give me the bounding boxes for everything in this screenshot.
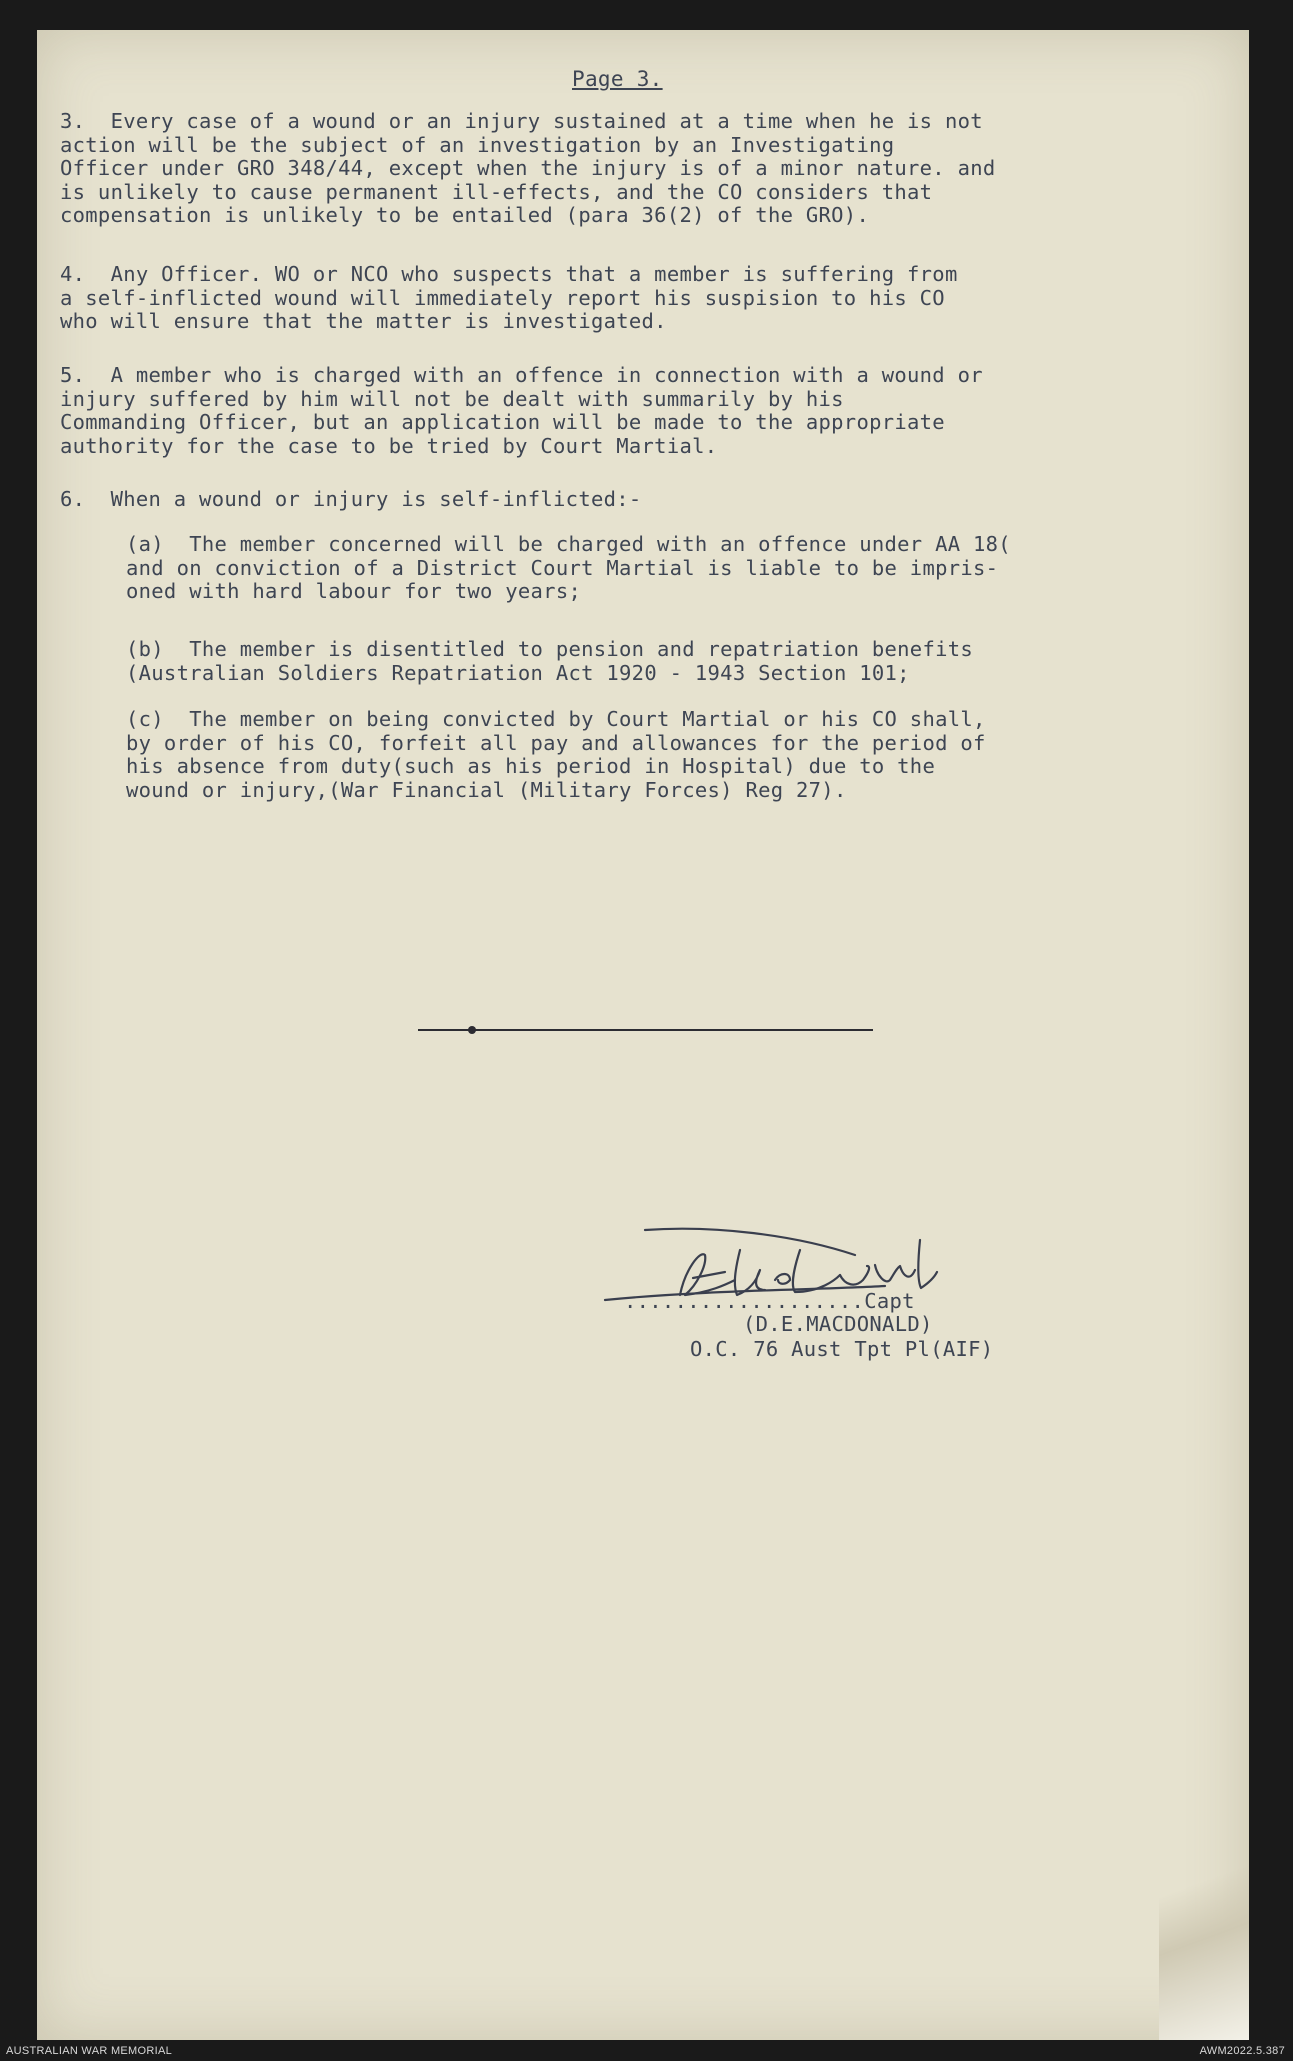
- separator-rule: [418, 1029, 873, 1031]
- paragraph-3: 3. Every case of a wound or an injury sustained at a time when he is not action will be the subject of an investigation by an Investigating Officer under GRO 348/44, except when the injury is of a minor nature. and is unlikely to cause permanent ill-effects, and the CO considers that compensation is unlikely to be entailed (para 36(2) of the GRO).: [60, 109, 996, 227]
- folded-corner: [1159, 1780, 1249, 2040]
- subparagraph-b: (b) The member is disentitled to pension and repatriation benefits (Australian Soldiers Repatriation Act 1920 - 1943 Section 101;: [126, 637, 974, 685]
- paragraph-5: 5. A member who is charged with an offence in connection with a wound or injury suffered by him will not be dealt with summarily by his Commanding Officer, but an application will be made to the appropriate authority for the case to be tried by Court Martial.: [60, 363, 983, 458]
- archive-credit: AUSTRALIAN WAR MEMORIAL: [6, 2045, 173, 2057]
- page-title: Page 3.: [572, 67, 663, 91]
- signature-line: ...................Capt: [624, 1289, 915, 1313]
- subparagraph-a: (a) The member concerned will be charged with an offence under AA 18( and on conviction of a District Court Martial is liable to be impris- oned with hard labour for two years;: [126, 532, 1011, 603]
- signatory-unit: O.C. 76 Aust Tpt Pl(AIF): [690, 1337, 994, 1361]
- paragraph-6: 6. When a wound or injury is self-inflicted:-: [60, 487, 642, 511]
- separator-dot: [468, 1026, 476, 1034]
- subparagraph-c: (c) The member on being convicted by Court Martial or his CO shall, by order of his CO, forfeit all pay and allowances for the period of his absence from duty(such as his period in Hospital) due to the wound or injury,(War Financial (Military Forces) Reg 27).: [126, 707, 986, 802]
- signatory-name: (D.E.MACDONALD): [743, 1312, 933, 1336]
- paragraph-4: 4. Any Officer. WO or NCO who suspects that a member is suffering from a self-inflicted wound will immediately report his suspision to his CO who will ensure that the matter is investigated.: [60, 262, 958, 333]
- archive-reference: AWM2022.5.387: [1199, 2045, 1285, 2057]
